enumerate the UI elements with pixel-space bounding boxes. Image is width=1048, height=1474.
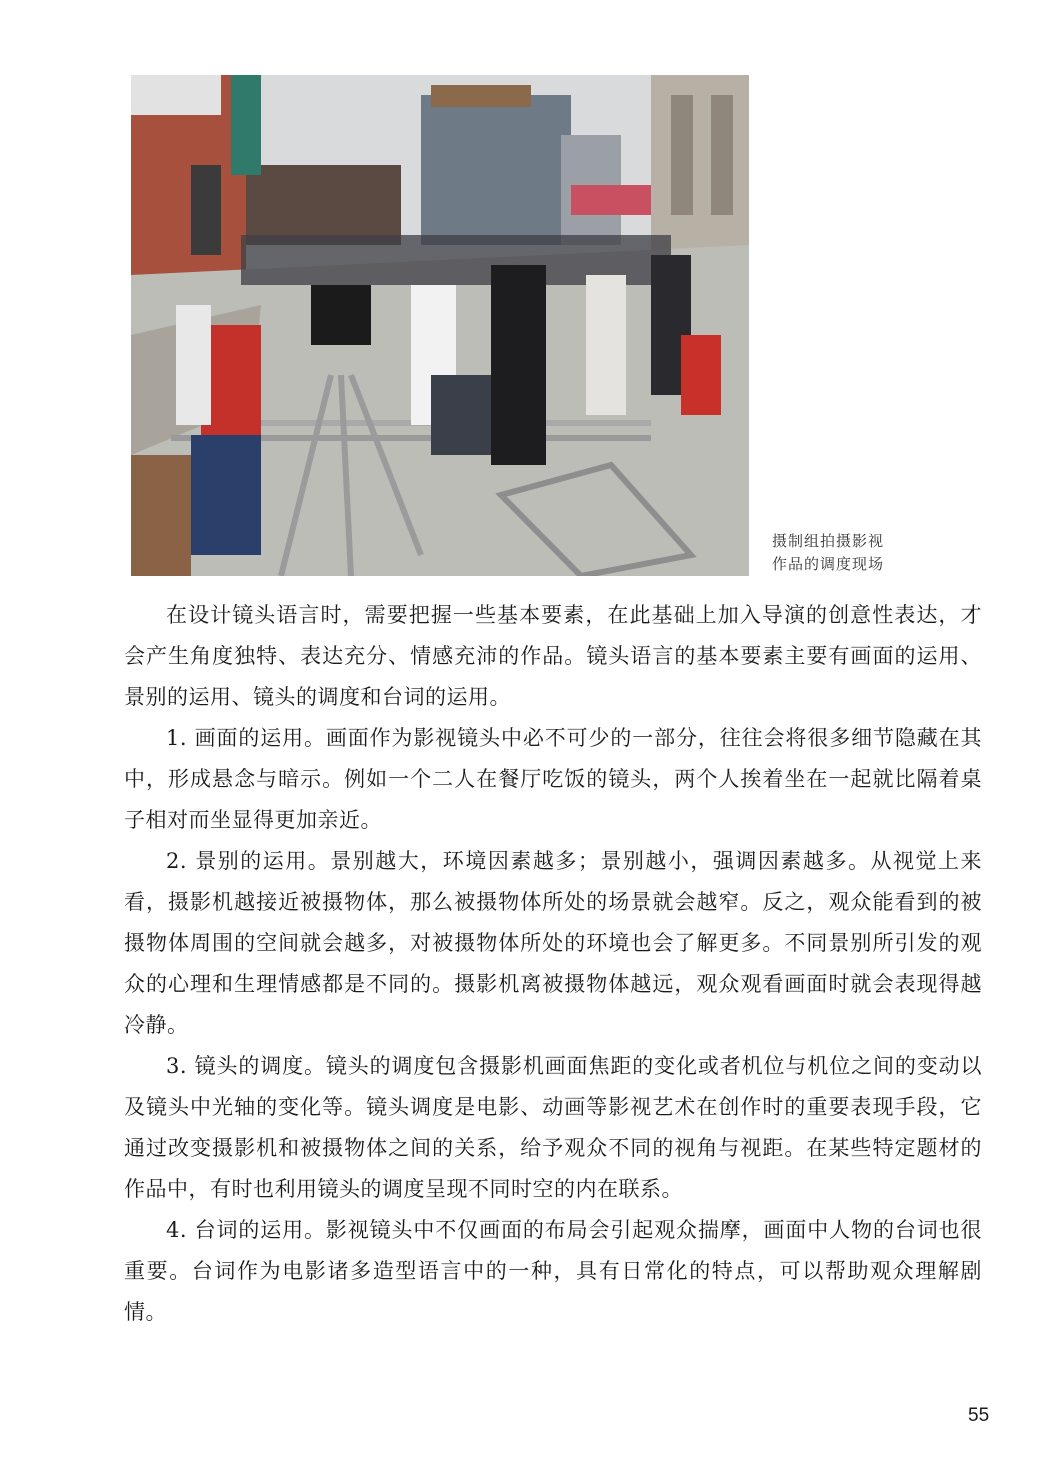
- caption-line-1: 摄制组拍摄影视: [772, 532, 885, 550]
- photo-caption: [772, 530, 932, 576]
- paragraph-shot-scale: 2. 景别的运用。景别越大，环境因素越多；景别越小，强调因素越多。从视觉上来看，摄影机越接近被摄物体，那么被摄物体所处的场景就会越窄。反之，观众能看到的被摄物体周围的空间就会越多，对被摄物体所处的环境也会了解更多。不同景别所引发的观众的心理和生理情感都是不同的。摄影机离被摄物体越远，观众观看画面时就会表现得越冷静。: [124, 849, 982, 1037]
- paragraph-camera-movement: 3. 镜头的调度。镜头的调度包含摄影机画面焦距的变化或者机位与机位之间的变动以及镜头中光轴的变化等。镜头调度是电影、动画等影视艺术在创作时的重要表现手段，它通过改变摄影机和被摄物体之间的关系，给予观众不同的视角与视距。在某些特定题材的作品中，有时也利用镜头的调度呈现不同时空的内在联系。: [124, 1054, 982, 1201]
- paragraph-intro: 在设计镜头语言时，需要把握一些基本要素，在此基础上加入导演的创意性表达，才会产生角度独特、表达充分、情感充沛的作品。镜头语言的基本要素主要有画面的运用、景别的运用、镜头的调度和台词的运用。: [124, 603, 982, 709]
- film-set-illustration: [131, 75, 749, 576]
- paragraph-dialogue: 4. 台词的运用。影视镜头中不仅画面的布局会引起观众揣摩，画面中人物的台词也很重要。台词作为电影诸多造型语言中的一种，具有日常化的特点，可以帮助观众理解剧情。: [124, 1218, 982, 1324]
- caption-line-2: 作品的调度现场: [772, 555, 885, 573]
- page-number: 55: [968, 1405, 990, 1426]
- film-set-photo: [131, 75, 749, 576]
- paragraph-picture-use: 1. 画面的运用。画面作为影视镜头中必不可少的一部分，往往会将很多细节隐藏在其中，形成悬念与暗示。例如一个二人在餐厅吃饭的镜头，两个人挨着坐在一起就比隔着桌子相对而坐显得更加亲近。: [124, 726, 982, 832]
- body-text: [124, 595, 982, 1333]
